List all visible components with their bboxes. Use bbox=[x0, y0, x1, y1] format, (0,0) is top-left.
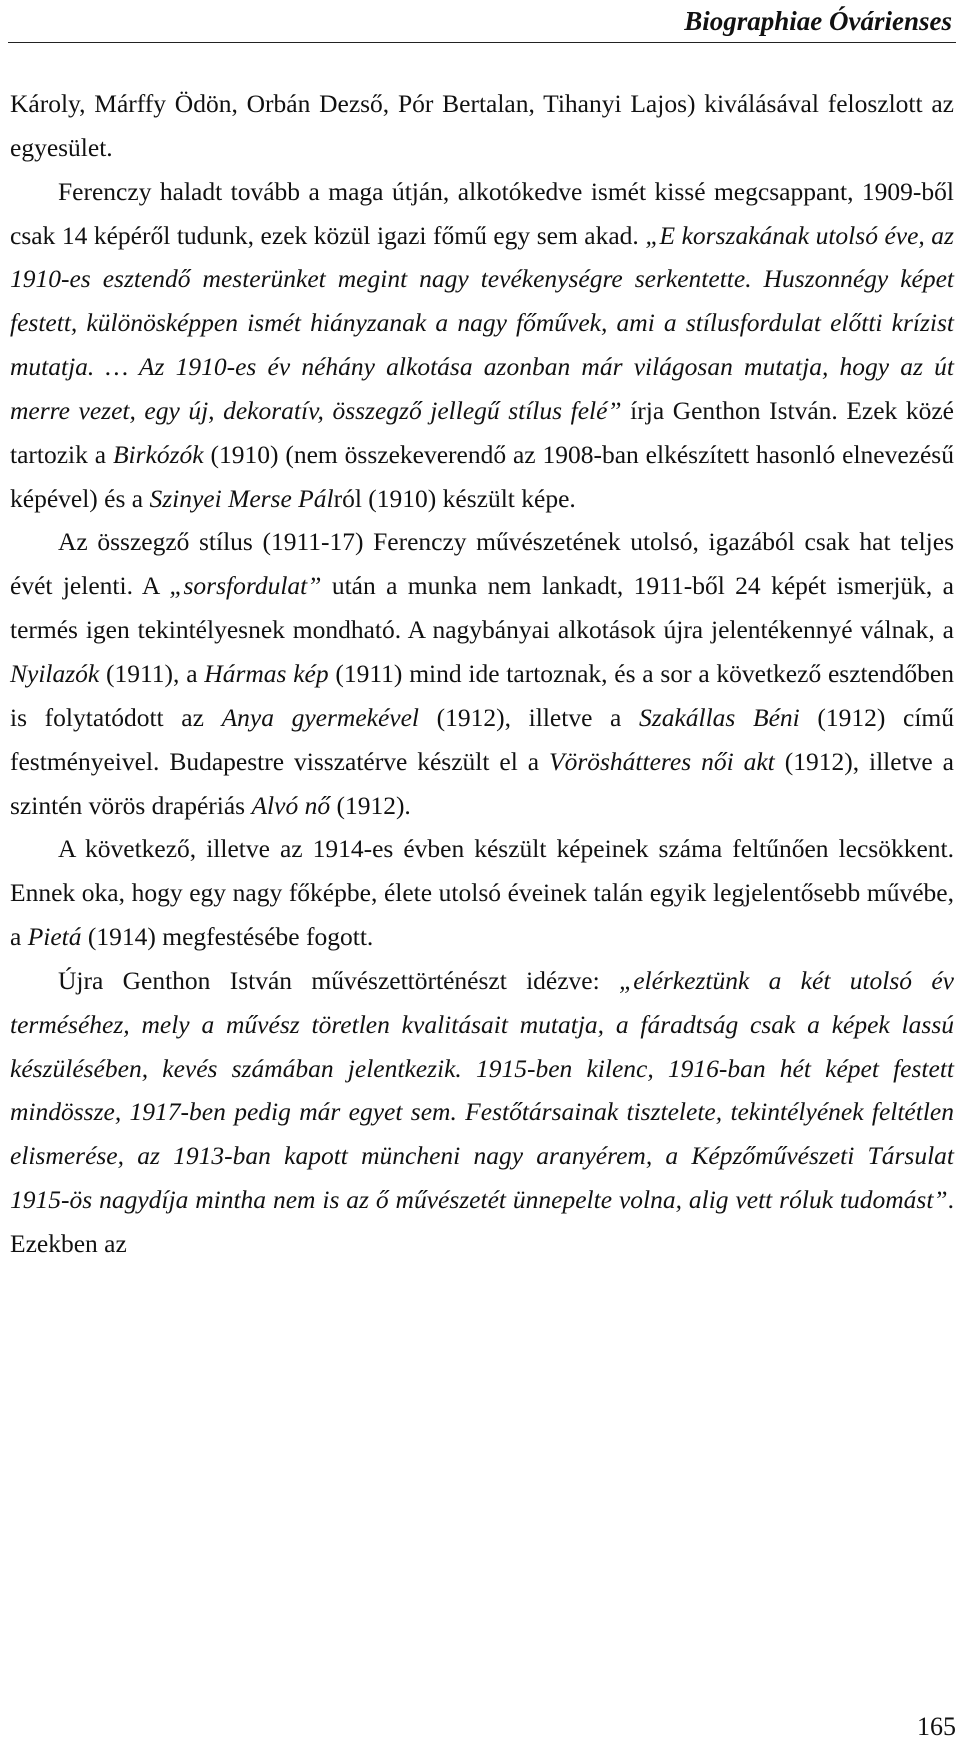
paragraph-p3 bbox=[10, 520, 954, 827]
italic-text-run: „E korszakának utolsó éve, az 1910-es esztendő mesterünket megint nagy tevékenységre serkentette. Huszonnégy képet festett, különösképpen ismét hiányzanak a nagy főművek, ami a stílusfordulat előtti krízist mutatja. … Az 1910-es év néhány alkotása azonban már világosan mutatja, hogy az út merre vezet, egy új, dekoratív, összegző jellegű stílus felé” bbox=[10, 220, 954, 425]
italic-text-run: „sorsfordulat” bbox=[169, 571, 322, 601]
text-run: (1914) megfestésébe fogott. bbox=[81, 922, 374, 952]
paragraph-p5 bbox=[10, 959, 954, 1266]
text-run: (1912) című festményeivel. Budapestre visszatérve készült el a bbox=[10, 702, 954, 776]
italic-text-run: Vöröshátteres női akt bbox=[549, 746, 775, 776]
text-run: Károly, Márffy Ödön, Orbán Dezső, Pór Bertalan, Tihanyi Lajos) kiválásával feloszlott az egyesület. bbox=[10, 89, 954, 162]
italic-text-run: Alvó nő bbox=[251, 790, 331, 820]
running-header bbox=[8, 0, 956, 43]
journal-title: Biographiae Óvárienses bbox=[684, 6, 952, 36]
text-run: ról (1910) készült képe. bbox=[333, 483, 576, 513]
text-run: . Ezekben az bbox=[10, 1185, 954, 1258]
text-run: (1912), illetve a szintén vörös drapériás bbox=[10, 746, 954, 820]
italic-text-run: Szakállas Béni bbox=[639, 702, 800, 732]
italic-text-run: „elérkeztünk a két utolsó év terméséhez, mely a művész töretlen kvalitásait mutatja, a fáradtság csak a képek lassú készülésében, kevés számában jelentkezik. 1915-ben kilenc, 1916-ban hét képet festett mindössze, 1917-ben pedig már egyet sem. Festőtársainak tisztelete, tekintélyének feltétlen elismerése, az 1913-ban kapott müncheni nagy aranyérem, a Képzőművészeti Társulat 1915-ös nagydíja mintha nem is az ő művészetét ünnepelte volna, alig vett róluk tudomást” bbox=[10, 965, 954, 1215]
italic-text-run: Anya gyermekével bbox=[221, 702, 420, 732]
text-run: Újra Genthon István művészettörténészt idézve: bbox=[58, 965, 620, 995]
text-run: írja Genthon István. Ezek közé tartozik a bbox=[10, 395, 954, 469]
italic-text-run: Szinyei Merse Pál bbox=[149, 483, 334, 513]
paragraph-p2 bbox=[10, 170, 954, 521]
italic-text-run: Pietá bbox=[27, 922, 82, 952]
text-run: (1912). bbox=[330, 790, 411, 820]
text-run: Az összegző stílus (1911-17) Ferenczy művészetének utolsó, igazából csak hat teljes évét jelenti. A bbox=[10, 527, 954, 601]
text-run: (1910) (nem összekeverendő az 1908-ban elkészített hasonló elnevezésű képével) és a bbox=[10, 439, 954, 513]
italic-text-run: Hármas kép bbox=[204, 658, 329, 688]
text-run: (1911) mind ide tartoznak, és a sor a következő esztendőben is folytatódott az bbox=[10, 658, 954, 732]
paragraph-p4 bbox=[10, 827, 954, 959]
italic-text-run: Birkózók bbox=[112, 439, 204, 469]
text-run: (1912), illetve a bbox=[419, 702, 640, 732]
text-run: után a munka nem lankadt, 1911-ből 24 képét ismerjük, a termés igen tekintélyesnek mondható. A nagybányai alkotások újra jelentékennyé válnak, a bbox=[10, 571, 954, 645]
italic-text-run: Nyilazók bbox=[10, 658, 100, 688]
body-text bbox=[10, 82, 954, 1266]
text-run: A következő, illetve az 1914-es évben készült képeinek száma feltűnően lecsökkent. Ennek oka, hogy egy nagy főképbe, élete utolsó éveinek talán egyik legjelentősebb művébe, a bbox=[10, 834, 954, 952]
paragraph-p1 bbox=[10, 82, 954, 170]
page-number: 165 bbox=[917, 1712, 956, 1741]
text-run: (1911), a bbox=[99, 658, 205, 688]
text-run: Ferenczy haladt tovább a maga útján, alkotókedve ismét kissé megcsappant, 1909-ből csak 14 képéről tudunk, ezek közül igazi főmű egy sem akad. bbox=[10, 176, 954, 250]
